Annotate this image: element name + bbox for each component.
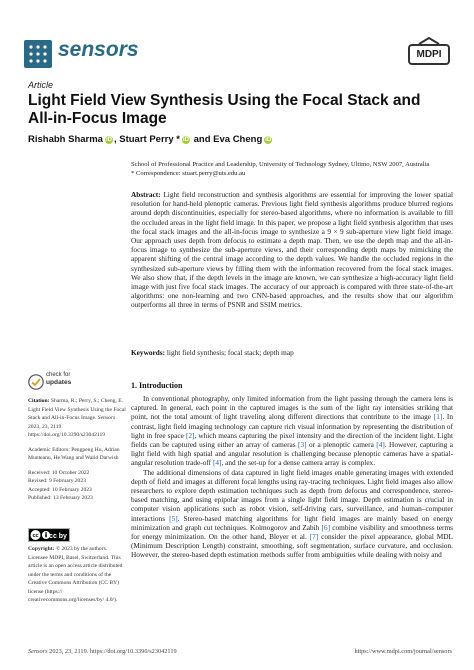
citation-journal: Sensors [97,415,116,421]
cc-by-license-icon[interactable] [28,528,70,542]
reference-link[interactable]: [1] [433,412,443,422]
editors-text: Pengpeng Hu, Adrian Munteanu, He Wang and Walid Darwish [28,446,120,461]
affiliation: School of Professional Practice and Leadership, University of Technology Sydney, Ultimo, NSW 2007, Australia [131,161,430,168]
footer-journal: Sensors [28,648,48,655]
keywords-label: Keywords: [131,348,166,357]
check-top-label: check for [46,372,71,378]
reference-link[interactable]: [4] [376,440,385,450]
citation [28,397,126,440]
cc-label: cc by [49,533,67,540]
reference-link[interactable]: [6] [321,522,331,532]
author-name[interactable]: Stuart Perry * [119,134,180,145]
dates [28,469,126,503]
accepted-date: Accepted: 10 February 2023 [28,486,92,493]
paragraph: The additional dimensions of data captured in light field images enable generating images with extended depth of field and images at different focal lengths using ray-tracing techniques. Light field images also allow researchers to explore depth estimation techniques such as depth from defocus and correspondence, stereo-based matching, and using epipolar images from a single light field image. Depth estimation is crucial in computer vision applications such as robot vision, self-driving cars, surveillance, and human–computer interactions [5]. Stereo-based matching algorithms for light field images are mainly based on energy minimization and graph cut techniques. Kolmogorov and Zabih [6] combine visibility and smoothness terms for energy minimization. On the other hand, Bleyer et al. [7] consider the pixel appearance, global MDL (Minimum Description Length) constraint, smoothing, soft segmentation, surface curvature, and occlusion. However, the stereo-based depth estimation methods suffer from ambiguities while dealing with noisy and [131,467,453,560]
footer-journal-url[interactable]: https://www.mdpi.com/journal/sensors [354,648,452,655]
orcid-icon[interactable]: iD [265,137,272,143]
copyright-label: Copyright: [28,546,55,552]
orcid-icon[interactable]: iD [182,137,189,143]
academic-editors [28,446,126,463]
sensors-logo-icon [24,40,52,68]
author-name[interactable]: Rishabh Sharma [28,134,103,145]
copyright-block [28,545,126,605]
citation-text: Sharma, R.; Perry, S.; Cheng, E. Light Field View Synthesis Using the Focal Stack and All-in-Focus Image. [28,398,126,421]
check-bottom-label: updates [46,379,72,386]
abstract-text: Light field reconstruction and synthesis algorithms are essential for improving the lower spatial resolution for hand-held plenoptic cameras. Previous light field synthesis algorithms produce blurred regions around depth discontinuities, especially for stereo-based algorithms, where no information is available to fill the occluded areas in the light field image. In this paper, we propose a light field synthesis algorithm that uses the focal stack images and the all-in-focus image to synthesize a 9 × 9 sub-aperture view light field image. Our approach uses depth from defocus to estimate a depth map. Then, we use the depth map and the all-in-focus image to synthesize the sub-aperture views, and their corresponding depth maps by mimicking the apparent shifting of the central image according to the depth values. We handle the occluded regions in the synthesized sub-aperture views by filling them with the information recovered from the focal stack images. We also show that, if the depth levels in the image are known, we can synthesize a high-accuracy light field image with just five focal stack images. The accuracy of our approach is compared with three state-of-the-art algorithms: one non-learning and two CNN-based approaches, and the results show that our algorithm outperforms all three in terms of PSNR and SSIM metrics. [131,190,453,310]
journal-name: sensors [58,38,139,61]
reference-link[interactable]: [2] [185,430,195,440]
footer-doi[interactable]: 2023, 23, 2119. https://doi.org/10.3390/s23042119 [49,648,177,655]
reference-link[interactable]: [7] [309,532,319,542]
citation-details[interactable]: 2023, 23, 2119. https://doi.org/10.3390/s23042119 [28,423,106,438]
abstract [131,190,453,310]
reference-link[interactable]: [3] [298,440,307,450]
revised-date: Revised: 9 February 2023 [28,478,86,484]
check-for-updates-button[interactable] [46,372,71,386]
paragraph: In conventional photography, only limited information from the light passing through the camera lens is captured. In general, each point in the captured images is the sum of the light ray intensities striking that point, not the total amount of light traveling along different directions that contribute to the image [1]. In contrast, light field imaging technology can capture rich visual information by representing the distribution of light in free space [2], which means capturing the pixel intensity and the direction of the incident light. Light fields can be captured using either an array of cameras [3] or a plenoptic camera [4]. However, capturing a light field with high spatial and angular resolution is challenging because plenoptic cameras have a spatial-angular resolution trade-off [4], and the set-up for a dense camera array is complex. [131,394,453,468]
reference-link[interactable]: [5] [169,513,178,523]
orcid-icon[interactable]: iD [105,137,112,143]
footer-citation [28,648,177,655]
author-name[interactable]: and Eva Cheng [193,134,263,145]
author-list: Rishabh Sharma iD , Stuart Perry * iD and Eva Cheng iD [28,134,272,145]
check-for-updates-icon[interactable] [28,374,44,390]
correspondence[interactable]: * Correspondence: stuart.perry@uts.edu.au [131,169,246,177]
copyright-text: © 2023 by the authors. Licensee MDPI, Basel, Switzerland. This article is an open access article distributed under the terms and conditions of the Creative Commons Attribution (CC BY) license (https:// creativecommons.org/licenses/by/ 4.0/). [28,546,123,603]
publisher-logo: MDPI [408,44,450,65]
citation-label: Citation: [28,398,50,404]
keywords [131,348,453,357]
abstract-label: Abstract: [131,190,161,199]
introduction-body [131,394,453,560]
keywords-text: light field synthesis; focal stack; depth map [166,348,294,357]
article-type: Article [28,80,54,90]
paper-title: Light Field View Synthesis Using the Focal Stack and All-in-Focus Image [28,92,421,127]
affiliation-block [131,161,451,178]
published-date: Published: 13 February 2023 [28,495,93,501]
received-date: Received: 10 October 2022 [28,469,90,476]
reference-link[interactable]: [4] [212,458,222,468]
sidebar-info [28,397,126,509]
svg-text:cc: cc [32,533,39,539]
editors-label: Academic Editors: [28,446,70,453]
section-heading: 1. Introduction [131,381,183,390]
